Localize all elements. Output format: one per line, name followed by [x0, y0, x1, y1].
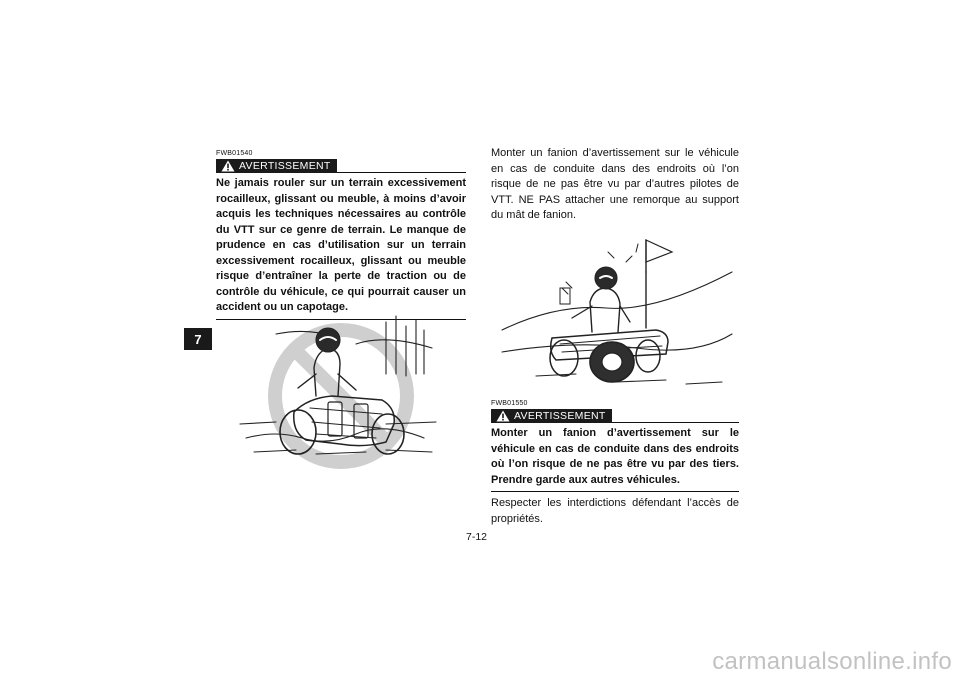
chapter-tab [184, 328, 212, 350]
warning-text: Ne jamais rouler sur un terrain excessivement rocailleux, glissant ou meuble, à moins d’avoir acquis les techniques nécessaires au contrôle du VTT sur ce genre de terrain. Le manque de prudence en cas d’utilisation sur un terrain excessivement rocailleux, glissant ou meuble risque d’entraîner la perte de traction ou de contrôle du véhicule, ce qui pourrait causer un accident ou un capotage. [216, 176, 466, 320]
warning-code: FWB01540 [216, 150, 253, 157]
header-rule [337, 159, 466, 173]
warning-triangle-icon [496, 410, 510, 422]
watermark-text: carmanualsonline.info [712, 648, 952, 675]
warning-code: FWB01550 [491, 400, 528, 407]
right-warning [491, 400, 739, 527]
warning-triangle-icon [221, 160, 235, 172]
warning-header [216, 159, 466, 173]
rough-terrain-prohibited-illustration [236, 304, 444, 470]
chapter-number: 7 [194, 331, 202, 347]
warning-text: Monter un fanion d’avertissement sur le véhicule en cas de conduite dans des endroits où l’on risque de ne pas être vu par des tiers. Prendre garde aux autres véhicules. [491, 426, 739, 492]
warning-label: AVERTISSEMENT [239, 160, 331, 172]
header-rule [612, 409, 739, 423]
warning-header [491, 409, 739, 423]
closing-paragraph: Respecter les interdictions défendant l’accès de propriétés. [491, 497, 739, 525]
right-column [491, 146, 739, 224]
intro-paragraph: Monter un fanion d’avertissement sur le véhicule en cas de conduite dans des endroits où l’on risque de ne pas être vu par d’autres pilotes de VTT. NE PAS attacher une remorque au support du mât de fanion. [491, 147, 739, 221]
warning-label: AVERTISSEMENT [514, 410, 606, 422]
page-number: 7-12 [466, 531, 488, 543]
left-column [216, 150, 466, 320]
warning-badge [491, 409, 612, 423]
warning-badge [216, 159, 337, 173]
atv-flag-illustration [496, 232, 736, 392]
